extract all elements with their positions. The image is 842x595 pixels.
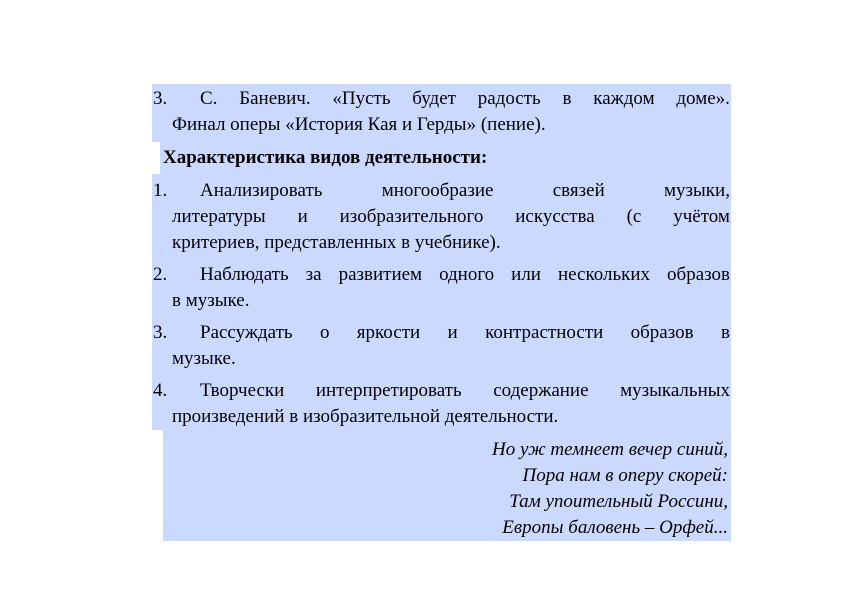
word: изобразительного <box>339 206 484 227</box>
list-number: 3. <box>153 322 168 343</box>
poem-line: Европы баловень – Орфей... <box>502 517 728 538</box>
word: музыки, <box>664 180 730 201</box>
poem-line: Там упоительный Россини, <box>509 491 728 512</box>
word: Рассуждать <box>200 322 293 343</box>
word: о <box>319 322 330 343</box>
poem-line: Пора нам в оперу скорей: <box>522 465 728 486</box>
word: образов <box>667 264 730 285</box>
word: нескольких <box>557 264 651 285</box>
word: искусства <box>515 206 595 227</box>
text-line: произведений в изобразительной деятельности. <box>172 406 559 427</box>
word: (с <box>626 206 642 227</box>
text-line: Финал оперы «История Кая и Герды» (пение). <box>172 114 546 135</box>
justified-line <box>200 378 730 404</box>
word: радость <box>477 88 541 109</box>
word: Наблюдать <box>200 264 289 285</box>
word: каждом <box>593 88 655 109</box>
word: Творчески <box>200 380 285 401</box>
word: контрастности <box>485 322 604 343</box>
word: яркости <box>356 322 421 343</box>
word: развитием <box>338 264 423 285</box>
text-line: музыке. <box>172 348 236 369</box>
list-number: 1. <box>153 180 168 201</box>
word: одного <box>439 264 495 285</box>
justified-line <box>200 320 730 346</box>
word: и <box>297 206 308 227</box>
word: Анализировать <box>200 180 323 201</box>
justified-line <box>200 262 730 288</box>
list-number: 4. <box>153 380 168 401</box>
word: музыкальных <box>620 380 730 401</box>
word: литературы <box>172 206 266 227</box>
text-line: в музыке. <box>172 290 250 311</box>
justified-line <box>200 178 730 204</box>
text-line: критериев, представленных в учебнике). <box>172 232 501 253</box>
word: Баневич. <box>239 88 311 109</box>
word: в <box>720 322 730 343</box>
word: содержание <box>493 380 589 401</box>
word: в <box>562 88 572 109</box>
word: связей <box>552 180 605 201</box>
word: С. <box>200 88 218 109</box>
word: многообразие <box>381 180 494 201</box>
word: будет <box>412 88 456 109</box>
section-heading: Характеристика видов деятельности: <box>163 147 488 168</box>
word: доме». <box>676 88 730 109</box>
word: за <box>305 264 322 285</box>
word: интерпретировать <box>315 380 462 401</box>
justified-line <box>200 86 730 112</box>
word: учётом <box>673 206 730 227</box>
word: образов <box>630 322 694 343</box>
word: или <box>511 264 541 285</box>
poem-line: Но уж темнеет вечер синий, <box>492 439 728 460</box>
list-number: 3. <box>153 88 168 109</box>
list-number: 2. <box>153 264 168 285</box>
word: и <box>447 322 458 343</box>
word: «Пусть <box>332 88 391 109</box>
justified-line <box>172 204 730 230</box>
